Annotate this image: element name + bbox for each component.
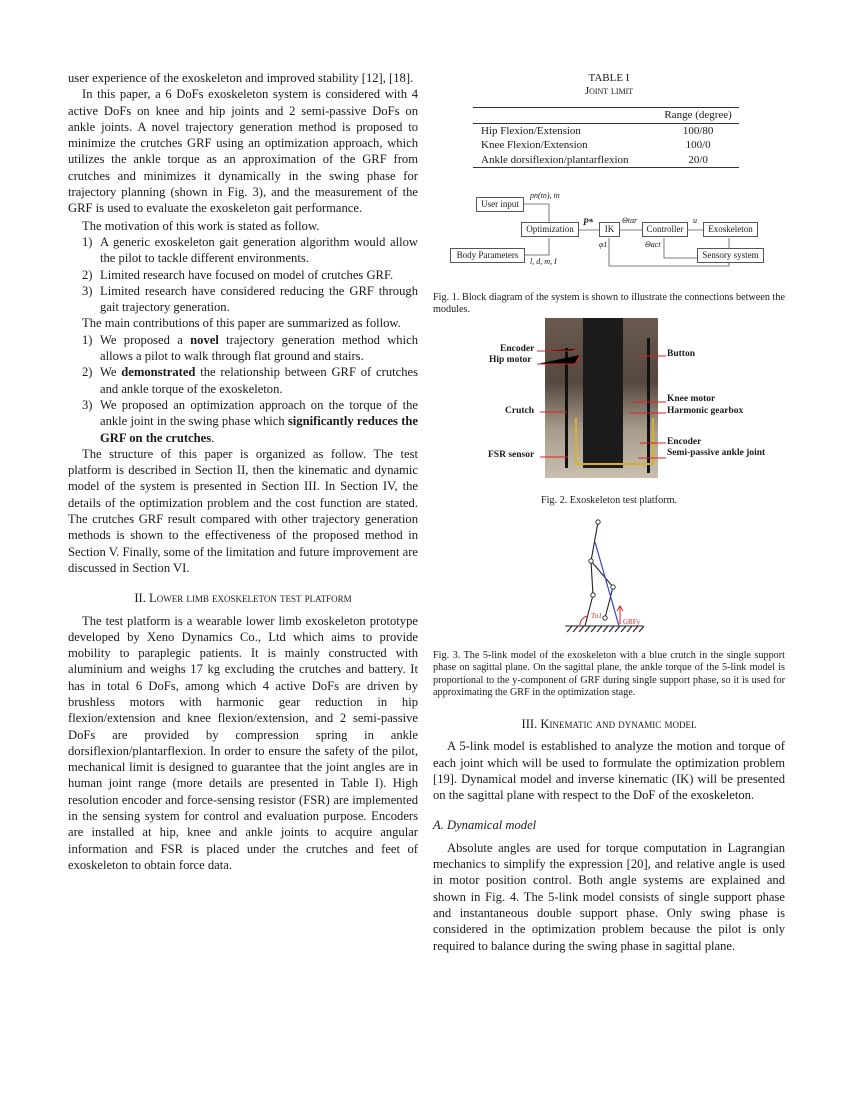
- list-item: 2) We demonstrated the relationship between GRF of crutches and ankle torque of the exoskeleton.: [82, 365, 418, 396]
- paragraph: A 5-link model is established to analyze the motion and torque of each joint which will be used to formulate the optimization problem [19]. Dynamical model and inverse kinematic (IK) will be presented on the sagittal plane with respect to the DoF of the exoskeleton.: [433, 739, 785, 803]
- paragraph: The structure of this paper is organized as follow. The test platform is described in Section II, then the kinematic and dynamic model of the system is presented in Section III. In Section IV, the details of the optimization problem and the cost function are stated. The crutches GRF result compared with other trajectory generation methods is shown to the effectiveness of the proposed method in Section V. Finally, some of the limitation and future improvement are discussed in Section VI.: [68, 446, 418, 575]
- section-heading: III. Kinematic and dynamic model: [521, 717, 697, 731]
- table-row: Hip Flexion/Extension 100/80: [481, 124, 714, 137]
- paragraph: The test platform is a wearable lower limb exoskeleton prototype developed by Xeno Dynamics Co., Ltd which aims to provide mobility to paraplegic patients. It is mainly constructed with aluminium and weighs 17 kg excluding the crutches and battery. It has in total 6 DoFs, among which 4 active DoFs are driven by brushless motors with harmonic gear reduction in hip flexion/extension and knee flexion/extension, and 2 semi-passive DoFs are provided by compression spring in ankle dorsiflexion/plantarflexion. In order to ensure the safety of the pilot, mechanical limit is designed to guarantee that the joint angles are in human joint range (more details are presented in Table I). High resolution encoder and force-sensing resistor (FSR) are implemented in the sensing system for control and evaluation purpose. Encoders are installed at hip, knee and ankle joints to acquire angular information and FSR is placed under the crutches and feet of exoskeleton to obtain force data.: [68, 613, 418, 872]
- label-harmonic-gearbox: Harmonic gearbox: [667, 406, 744, 416]
- label-phi: φ1: [599, 240, 608, 249]
- list-item: 3) We proposed an optimization approach on the torque of the ankle joint in the swing phase which significantly reduces the GRF on the crutches.: [82, 397, 419, 445]
- sensory-system-box: Sensory system: [697, 248, 764, 263]
- list-item: 3) Limited research have considered reducing the GRF through gait trajectory generation.: [82, 283, 418, 315]
- right-column-text: [433, 702, 785, 954]
- label-theta-act: Θact: [645, 240, 661, 249]
- grf-label: GRFy: [623, 618, 641, 626]
- label-encoder-left: Encoder: [500, 344, 535, 354]
- label-u: u: [693, 216, 697, 225]
- table-row: Knee Flexion/Extension 100/0: [481, 139, 711, 151]
- table-title: Joint limit: [584, 85, 634, 97]
- paragraph: The motivation of this work is stated as follow.: [82, 218, 320, 233]
- figure-caption: Fig. 1. Block diagram of the system is shown to illustrate the connections between the modules.: [433, 292, 785, 316]
- table-row: Ankle dorsiflexion/plantarflexion 20/0: [481, 153, 708, 166]
- label-p: P*: [583, 217, 593, 227]
- label-button: Button: [667, 349, 695, 359]
- label-semi-passive-ankle: Semi-passive ankle joint: [667, 448, 766, 458]
- label-theta-tar: Θtar: [622, 216, 638, 225]
- list-item: 2) Limited research have focused on model of crutches GRF.: [82, 267, 394, 282]
- optimization-box: Optimization: [521, 222, 579, 237]
- ik-box: IK: [599, 222, 620, 237]
- paragraph: The main contributions of this paper are summarized as follow.: [82, 316, 401, 331]
- body-parameters-box: Body Parameters: [450, 248, 525, 263]
- list-item: 1) We proposed a novel trajectory generation method which allows a pilot to walk through flat ground and stairs.: [82, 332, 418, 364]
- list-item: 1) A generic exoskeleton gait generation algorithm would allow the pilot to tackle different environments.: [82, 234, 418, 266]
- paragraph: In this paper, a 6 DoFs exoskeleton system is considered with 4 active DoFs on knee and hip joints and 2 semi-passive DoFs on ankle joints. A novel trajectory generation method is proposed to minimize the crutches GRF using an optimization approach, which utilizes the ankle torque as an approximation of the GRF from crutches and minimizes it dynamically in the swing phase for trajectory planning (shown in Fig. 3), and the measurement of the GRF is used to evaluate the exoskeleton gait performance.: [68, 87, 418, 216]
- paragraph: Absolute angles are used for torque computation in Lagrangian mechanics to simplify the expression [20], and relative angle is used in motor position control. Both angle systems are explained and shown in Fig. 4. The 5-link model consists of single support phase and instantaneous double support phase. Only swing phase is considered in the optimization problem because the pilot is only required to balance during the swing phase in sagittal plane.: [433, 840, 785, 953]
- label-ldmi: l, d, m, I: [530, 257, 557, 266]
- column-header: Range (degree): [664, 109, 732, 121]
- label-crutch: Crutch: [505, 406, 535, 416]
- figure-caption: Fig. 3. The 5-link model of the exoskeleton with a blue crutch in the single support phase on sagittal plane. On the sagittal plane, the ankle torque of the 5-link model is proportional to the y-component of GRF during single support phase, so it is used for approximating the GRF in the optimization stage.: [433, 650, 785, 699]
- label-encoder-right: Encoder: [667, 437, 702, 447]
- subsection-heading: A. Dynamical model: [433, 818, 537, 833]
- label-pn: pn(tn), tn: [530, 191, 560, 200]
- label-knee-motor: Knee motor: [667, 394, 716, 404]
- label-hip-motor: Hip motor: [489, 355, 532, 365]
- exoskeleton-box: Exoskeleton: [703, 222, 758, 237]
- label-fsr-sensor: FSR sensor: [488, 450, 535, 460]
- controller-box: Controller: [642, 222, 688, 237]
- paragraph: user experience of the exoskeleton and improved stability [12], [18].: [68, 71, 414, 85]
- figure-caption: Fig. 2. Exoskeleton test platform.: [540, 495, 678, 506]
- section-heading: II. Lower limb exoskeleton test platform: [134, 591, 352, 606]
- torque-label: Tn1: [591, 612, 602, 620]
- table-label: TABLE I: [588, 72, 630, 84]
- user-input-box: User input: [476, 197, 524, 212]
